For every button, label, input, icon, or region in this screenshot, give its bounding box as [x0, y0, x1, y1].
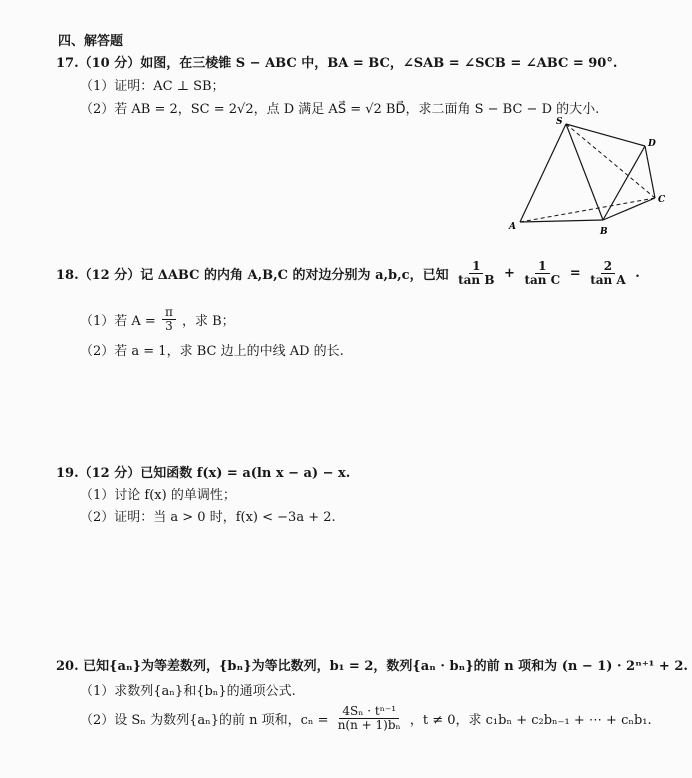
frac-1-over-tanC — [521, 260, 563, 287]
q18-part1-tail: ，求 B； — [182, 314, 235, 330]
label-A: A — [509, 222, 516, 232]
plus-sign: + — [504, 266, 515, 282]
q20-part2 — [80, 705, 652, 732]
q18-stem-lead: 18.（12 分）记 ΔABC 的内角 A,B,C 的对边分别为 a,b,c，已知 — [56, 268, 449, 284]
edge-BD — [603, 146, 645, 220]
q17-part2: （2）若 AB = 2，SC = 2√2，点 D 满足 AS⃗ = √2 BD⃗，求二面角 S − BC − D 的大小. — [80, 102, 600, 117]
edge-AC-hidden — [520, 198, 655, 222]
q19-part2: （2）证明：当 a > 0 时，f(x) < −3a + 2. — [80, 510, 336, 525]
edge-SC-hidden — [566, 124, 655, 198]
frac-1-over-tanB — [455, 260, 497, 287]
frac2-den: tan C — [524, 273, 561, 288]
frac3-den: tan A — [590, 273, 626, 288]
edge-SB — [566, 124, 603, 220]
frac1-den: tan B — [458, 273, 495, 288]
tetrahedron-figure — [500, 112, 680, 242]
q18-stem — [56, 260, 640, 287]
label-D: D — [648, 139, 656, 149]
edge-SA — [520, 124, 566, 222]
q18-part1 — [80, 306, 235, 333]
edge-AB — [520, 220, 603, 222]
q20-part2-lead: （2）设 Sₙ 为数列{aₙ}的前 n 项和，cₙ = — [80, 713, 329, 729]
q17-part1: （1）证明：AC ⊥ SB； — [80, 79, 225, 94]
cn-num: 4Sₙ · tⁿ⁻¹ — [339, 705, 399, 719]
stem-end: . — [635, 266, 640, 282]
frac3-num: 2 — [601, 260, 615, 274]
q19-part1: （1）讨论 f(x) 的单调性； — [80, 488, 236, 503]
q18-part1-lead: （1）若 A = — [80, 314, 156, 330]
q20-stem: 20. 已知{aₙ}为等差数列，{bₙ}为等比数列，b₁ = 2，数列{aₙ · bₙ}的前 n 项和为 (n − 1) · 2ⁿ⁺¹ + 2. — [56, 659, 688, 674]
q19-stem: 19.（12 分）已知函数 f(x) = a(ln x − a) − x. — [56, 466, 351, 481]
label-B: B — [600, 227, 608, 237]
q20-part1: （1）求数列{aₙ}和{bₙ}的通项公式. — [80, 684, 296, 699]
q17-stem: 17.（10 分）如图，在三棱锥 S − ABC 中，BA = BC，∠SAB = ∠SCB = ∠ABC = 90°. — [56, 56, 618, 71]
q18-part2: （2）若 a = 1，求 BC 边上的中线 AD 的长. — [80, 344, 344, 359]
equals-sign: = — [569, 266, 581, 282]
frac-pi-over-3 — [162, 306, 176, 333]
q20-part2-tail: ，t ≠ 0，求 c₁bₙ + c₂bₙ₋₁ + ⋯ + cₙb₁. — [409, 713, 652, 729]
label-C: C — [658, 195, 666, 205]
edge-DC — [645, 146, 655, 198]
frac1-num: 1 — [469, 260, 483, 274]
section-title: 四、解答题 — [58, 34, 124, 49]
pi-num: π — [162, 306, 176, 320]
frac2-num: 1 — [535, 260, 549, 274]
pi-den: 3 — [165, 319, 173, 334]
cn-den: n(n + 1)bₙ — [337, 718, 401, 733]
frac-cn — [335, 705, 404, 732]
edge-SD — [566, 124, 645, 146]
label-S: S — [556, 117, 563, 127]
frac-2-over-tanA — [587, 260, 629, 287]
edge-BC — [603, 198, 655, 220]
